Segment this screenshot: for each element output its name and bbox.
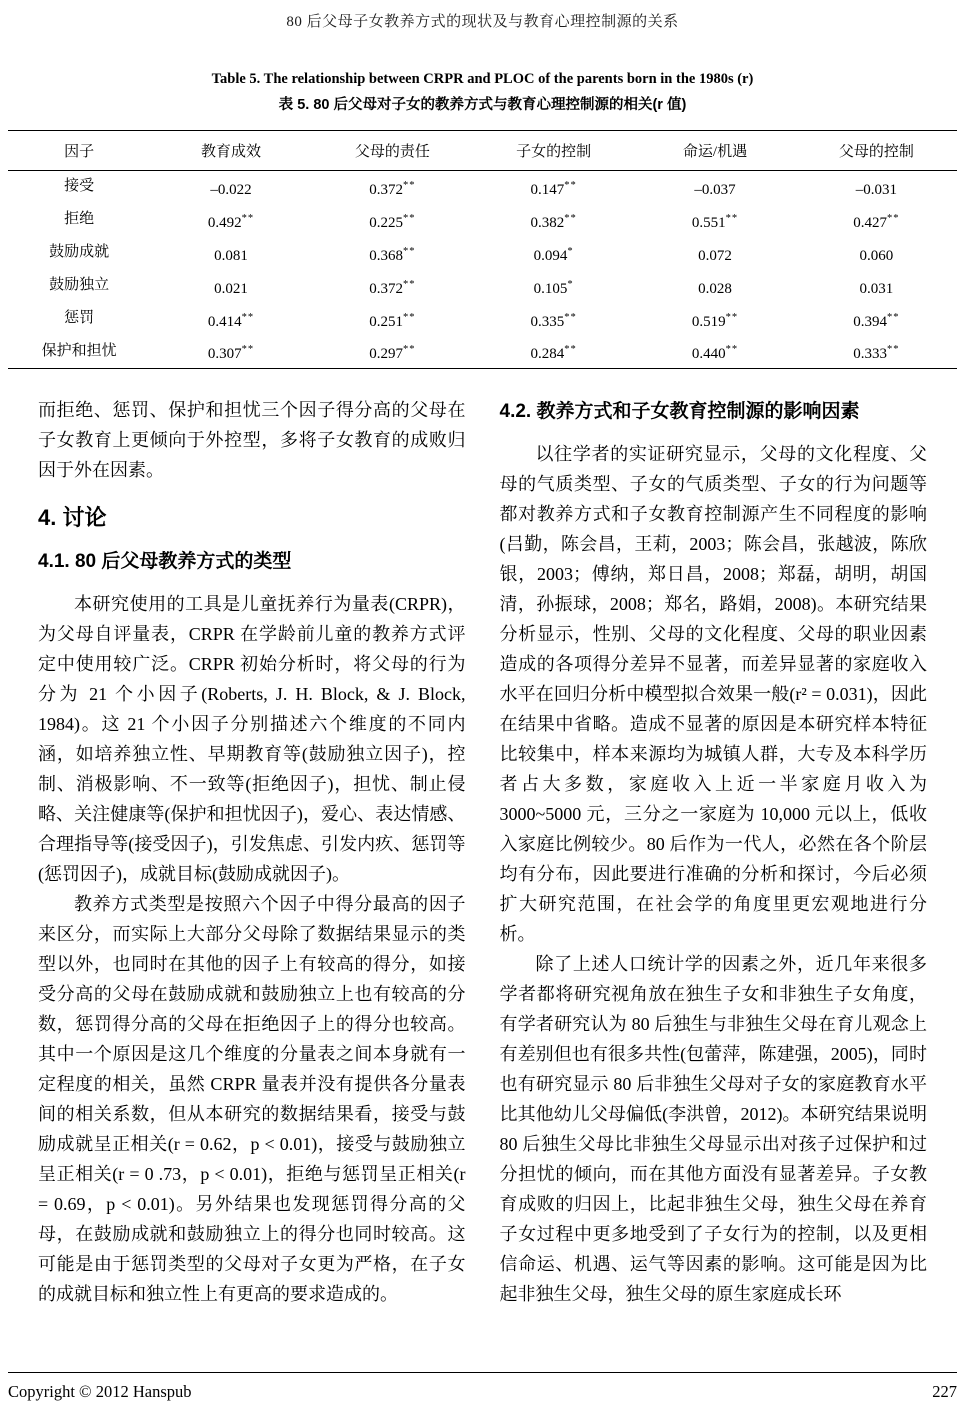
- table-cell: [312, 237, 473, 270]
- column-header: 教育成效: [201, 144, 262, 160]
- significance-mark: **: [886, 212, 900, 224]
- cell-value: 0.105: [533, 280, 568, 297]
- right-column: [500, 395, 928, 1309]
- cell-value: 0.333: [853, 346, 887, 362]
- significance-mark: **: [725, 311, 739, 323]
- table-cell: [312, 270, 473, 303]
- table-cell: [796, 237, 957, 270]
- cell-value: 0.492: [207, 214, 242, 231]
- table-title-english: Table 5. The relationship between CRPR and PLOC of the parents born in the 1980s (r): [211, 71, 754, 87]
- significance-mark: **: [725, 212, 739, 224]
- table-row: [8, 171, 957, 204]
- column-header: 子女的控制: [516, 144, 592, 160]
- cell-value: –0.031: [855, 181, 897, 198]
- table-header-row: [8, 131, 957, 171]
- cell-value: 0.372: [369, 181, 403, 198]
- cell-value: 0.372: [369, 280, 403, 297]
- column-header: 父母的责任: [354, 144, 430, 160]
- table-cell: [634, 237, 795, 270]
- table-cell: [473, 171, 634, 204]
- table-cell: [796, 171, 957, 204]
- paragraph: 本研究使用的工具是儿童抚养行为量表(CRPR)，为父母自评量表，CRPR 在学龄前儿童的教养方式评定中使用较广泛。CRPR 初始分析时，将父母的行为分为 21 个小因子(Roberts, J. H. Block, & J. Block, 1984)。这 21 个小因子分别描述六个维度的不同内涵，如培养独立性、早期教育等(鼓励独立因子)，控制、消极影响、不一致等(拒绝因子)，担忧、制止侵略、关注健康等(保护和担忧因子)，爱心、表达情感、合理指导等(接受因子)，引发焦虑、引发内疚、惩罚等(惩罚因子)，成就目标(鼓励成就因子)。: [38, 594, 466, 884]
- table-cell: [796, 303, 957, 336]
- row-label: 鼓励成就: [49, 243, 110, 260]
- table-cell: [150, 237, 311, 270]
- significance-mark: **: [564, 344, 577, 355]
- cell-value: –0.037: [694, 181, 736, 198]
- significance-mark: *: [567, 245, 574, 257]
- table-cell: [634, 171, 795, 204]
- table-cell: [796, 270, 957, 303]
- table-block: [8, 71, 957, 369]
- table-cell: [150, 303, 311, 336]
- table-cell: [473, 270, 634, 303]
- body-columns: [38, 395, 927, 1309]
- cell-value: 0.147: [530, 181, 565, 198]
- cell-value: 0.251: [369, 313, 403, 330]
- table-cell: [312, 204, 473, 237]
- table-cell: [634, 270, 795, 303]
- section-heading-discussion: 4. 讨论: [38, 505, 107, 530]
- significance-mark: **: [886, 311, 900, 323]
- subsection-heading-4-1: 4.1. 80 后父母教养方式的类型: [38, 551, 292, 572]
- table-cell: [473, 303, 634, 336]
- cell-value: 0.382: [530, 214, 565, 231]
- table-cell: [312, 303, 473, 336]
- cell-value: 0.368: [369, 247, 403, 264]
- table-row: [8, 336, 957, 369]
- cell-value: 0.519: [691, 313, 726, 330]
- table-row: [8, 204, 957, 237]
- subsection-heading-4-2: 4.2. 教养方式和子女教育控制源的影响因素: [499, 401, 860, 422]
- cell-value: 0.335: [530, 313, 565, 330]
- significance-mark: *: [567, 278, 574, 290]
- significance-mark: **: [402, 245, 416, 257]
- cell-value: 0.427: [853, 214, 887, 231]
- cell-value: 0.225: [369, 214, 403, 231]
- table-cell: [312, 171, 473, 204]
- cell-value: 0.440: [691, 346, 726, 362]
- significance-mark: **: [564, 212, 577, 224]
- page-number: 227: [932, 1382, 957, 1401]
- significance-mark: **: [564, 311, 577, 323]
- cell-value: –0.022: [210, 181, 252, 198]
- cell-value: 0.094: [533, 247, 568, 264]
- significance-mark: **: [241, 344, 255, 355]
- row-label: 保护和担忧: [41, 342, 117, 359]
- copyright-text: Copyright © 2012 Hanspub: [8, 1382, 192, 1401]
- table-cell: [150, 171, 311, 204]
- column-header: 命运/机遇: [682, 144, 748, 160]
- cell-value: 0.081: [214, 247, 248, 264]
- table-cell: [796, 204, 957, 237]
- row-label: 鼓励独立: [49, 276, 110, 293]
- significance-mark: **: [402, 179, 416, 191]
- running-header: 80 后父母子女教养方式的现状及与教育心理控制源的关系: [286, 14, 679, 30]
- significance-mark: **: [402, 311, 416, 323]
- cell-value: 0.021: [214, 280, 248, 297]
- column-header: 父母的控制: [838, 144, 914, 160]
- cell-value: 0.297: [369, 346, 403, 362]
- paragraph: 以往学者的实证研究显示，父母的文化程度、父母的气质类型、子女的气质类型、子女的行为问题等都对教养方式和子女教育控制源产生不同程度的影响(吕勤，陈会昌，王莉，2003；陈会昌，张越波，陈欣银，2003；傅纳，郑日昌，2008；郑磊，胡明，胡国清，孙振球，2008；郑名，路娟，2008)。本研究结果分析显示，性别、父母的文化程度、父母的职业因素造成的各项得分差异不显著，而差异显著的家庭收入水平在回归分析中模型拟合效果一般(r² = 0.031)，因此在结果中省略。造成不显著的原因是本研究样本特征比较集中，样本来源均为城镇人群，大专及本科学历者占大多数，家庭收入上近一半家庭月收入为 3000~5000 元，三分之一家庭为 10,000 元以上，低收入家庭比例较少。80 后作为一代人，必然在各个阶层均有分布，因此要进行准确的分析和探讨，今后必须扩大研究范围，在社会学的角度里更宏观地进行分析。: [499, 444, 927, 944]
- table-cell: [634, 303, 795, 336]
- cell-value: 0.307: [207, 346, 242, 362]
- table-cell: [473, 237, 634, 270]
- paragraph: 教养方式类型是按照六个因子中得分最高的因子来区分，而实际上大部分父母除了数据结果显示的类型以外，也同时在其他的因子上有较高的得分，如接受分高的父母在鼓励成就和鼓励独立上也有较高的分数，惩罚得分高的父母在拒绝因子上的得分也较高。其中一个原因是这几个维度的分量表之间本身就有一定程度的相关，虽然 CRPR 量表并没有提供各分量表间的相关系数，但从本研究的数据结果看，接受与鼓励成就呈正相关(r = 0.62，p < 0.01)，接受与鼓励独立呈正相关(r = 0 .73，p < 0.01)，拒绝与惩罚呈正相关(r = 0.69，p < 0.01)。另外结果也发现惩罚得分高的父母，在鼓励成就和鼓励独立上的得分也同时较高。这可能是由于惩罚类型的父母对子女更为严格，在子女的成就目标和独立性上有更高的要求造成的。: [38, 894, 466, 1304]
- cell-value: 0.414: [207, 313, 242, 330]
- table-cell: [150, 204, 311, 237]
- correlation-table: [8, 130, 957, 369]
- page-footer: [8, 1372, 957, 1402]
- significance-mark: **: [564, 179, 577, 191]
- table-cell: [796, 336, 957, 369]
- significance-mark: **: [886, 344, 900, 355]
- cell-value: 0.060: [859, 247, 894, 264]
- paragraph-continuation: 而拒绝、惩罚、保护和担忧三个因子得分高的父母在子女教育上更倾向于外控型，多将子女教育的成败归因于外在因素。: [38, 400, 466, 480]
- paragraph: 除了上述人口统计学的因素之外，近几年来很多学者都将研究视角放在独生子女和非独生子女角度，有学者研究认为 80 后独生与非独生父母在育儿观念上有差别但也有很多共性(包蕾萍，陈建强，2005)，同时也有研究显示 80 后非独生父母对子女的家庭教育水平比其他幼儿父母偏低(李洪曾，2012)。本研究结果说明 80 后独生父母比非独生父母显示出对孩子过保护和过分担忧的倾向，而在其他方面没有显著差异。子女教育成败的归因上，比起非独生父母，独生父母在养育子女过程中更多地受到了子女行为的控制，以及更相信命运、机遇、运气等因素的影响。这可能是因为比起非独生父母，独生父母的原生家庭成长环: [499, 954, 927, 1304]
- table-row: [8, 237, 957, 270]
- cell-value: 0.072: [698, 247, 732, 264]
- significance-mark: **: [241, 311, 255, 323]
- table-cell: [312, 336, 473, 369]
- table-cell: [634, 204, 795, 237]
- table-row: [8, 270, 957, 303]
- significance-mark: **: [725, 344, 739, 355]
- row-label: 惩罚: [64, 309, 95, 326]
- significance-mark: **: [402, 344, 416, 355]
- table-title-chinese: 表 5. 80 后父母对子女的教养方式与教育心理控制源的相关(r 值): [278, 97, 687, 113]
- significance-mark: **: [402, 212, 416, 224]
- cell-value: 0.031: [859, 280, 894, 297]
- table-cell: [150, 270, 311, 303]
- cell-value: 0.394: [853, 313, 887, 330]
- row-label: 拒绝: [64, 210, 95, 227]
- column-header: 因子: [64, 144, 95, 160]
- table-cell: [150, 336, 311, 369]
- row-label: 接受: [64, 178, 95, 194]
- cell-value: 0.551: [691, 214, 726, 231]
- left-column: [38, 395, 466, 1309]
- cell-value: 0.028: [698, 280, 732, 297]
- table-cell: [634, 336, 795, 369]
- table-cell: [473, 204, 634, 237]
- cell-value: 0.284: [530, 346, 565, 362]
- table-row: [8, 303, 957, 336]
- significance-mark: **: [241, 212, 255, 224]
- table-cell: [473, 336, 634, 369]
- significance-mark: **: [402, 278, 416, 290]
